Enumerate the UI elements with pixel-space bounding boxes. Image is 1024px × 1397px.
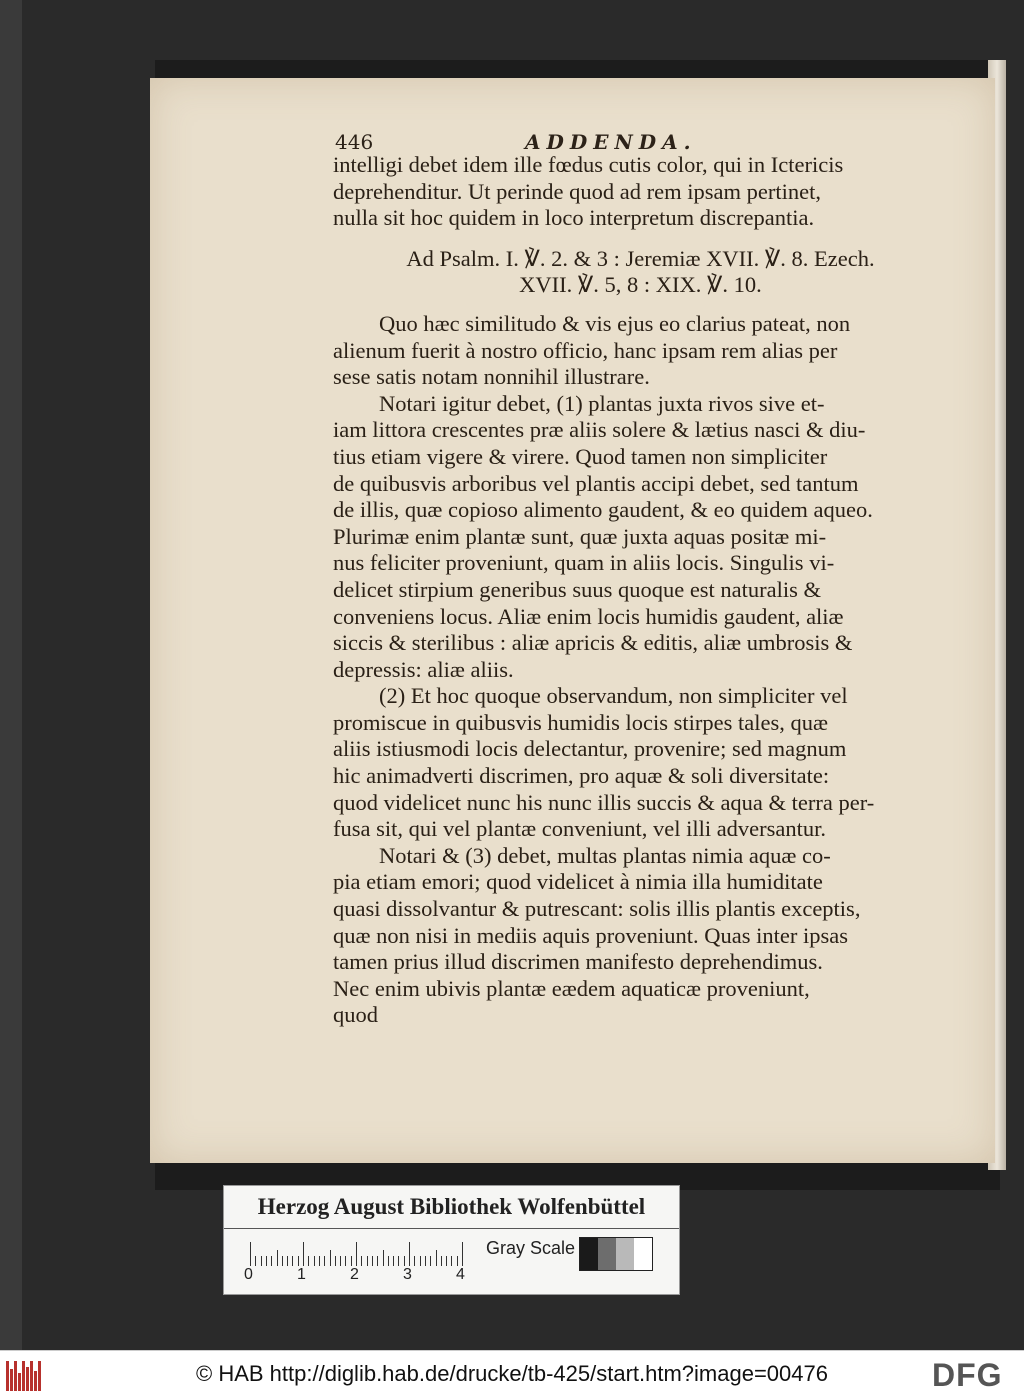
gray-swatch xyxy=(634,1238,652,1270)
text-line: depressis: aliæ aliis. xyxy=(333,656,514,682)
ruler-tick xyxy=(324,1256,325,1266)
ruler-tick xyxy=(298,1256,299,1266)
ruler-tick xyxy=(383,1250,384,1266)
text-line: de illis, quæ copioso alimento gaudent, & eo quidem aqueo. xyxy=(333,497,873,523)
ruler-number: 2 xyxy=(350,1266,359,1283)
ruler-number: 3 xyxy=(403,1266,412,1283)
paragraph-3 xyxy=(333,683,948,843)
ruler-tick xyxy=(377,1256,378,1266)
text-line: siccis & sterilibus : aliæ apricis & editis, aliæ umbrosis & xyxy=(333,630,853,656)
ruler-number: 4 xyxy=(456,1266,465,1283)
heading-line: Ad Psalm. I. ℣. 2. & 3 : Jeremiæ XVII. ℣. 8. Ezech. xyxy=(406,245,875,271)
ruler-tick xyxy=(314,1256,315,1266)
text-line: intelligi debet idem ille fœdus cutis color, qui in Ictericis xyxy=(333,152,844,177)
text-line: quasi dissolvantur & putrescant: solis illis plantis exceptis, xyxy=(333,896,861,922)
paragraph-4 xyxy=(333,843,948,1003)
ruler-tick xyxy=(255,1256,256,1266)
ruler-tick xyxy=(393,1256,394,1266)
footer-bar xyxy=(0,1350,1024,1397)
ruler-tick xyxy=(430,1256,431,1266)
ruler-tick xyxy=(361,1256,362,1266)
gray-swatch xyxy=(616,1238,634,1270)
ruler-tick xyxy=(271,1256,272,1266)
text-line: aliis istiusmodi locis delectantur, provenire; sed magnum xyxy=(333,736,847,762)
ruler-tick xyxy=(292,1256,293,1266)
gray-swatch xyxy=(598,1238,616,1270)
ruler-numbers xyxy=(244,1266,494,1286)
catchword xyxy=(333,1002,948,1029)
ruler-tick xyxy=(409,1242,410,1266)
text-line: nulla sit hoc quidem in loco interpretum discrepantia. xyxy=(333,205,815,231)
ruler-tick xyxy=(436,1250,437,1266)
section-heading xyxy=(333,246,948,299)
ruler-tick xyxy=(345,1256,346,1266)
text-line: deprehenditur. Ut perinde quod ad rem ipsam pertinet, xyxy=(333,178,821,204)
ruler-scale xyxy=(250,1238,480,1266)
text-line: sese satis notam nonnihil illustrare. xyxy=(333,364,650,390)
ruler-tick xyxy=(457,1256,458,1266)
text-line: conveniens locus. Aliæ enim locis humidis gaudent, aliæ xyxy=(333,603,844,629)
text-line: Nec enim ubivis plantæ eædem aquaticæ proveniunt, xyxy=(333,975,810,1001)
text-line: delicet stirpium generibus suus quoque est naturalis & xyxy=(333,576,822,602)
ruler-tick xyxy=(351,1256,352,1266)
text-line: tius etiam vigere & virere. Quod tamen non simpliciter xyxy=(333,443,828,469)
label-divider xyxy=(224,1228,679,1229)
ruler-tick xyxy=(404,1256,405,1266)
text-line: quod videlicet nunc his nunc illis succis & aqua & terra per- xyxy=(333,789,875,815)
footer-credit: © HAB http://diglib.hab.de/drucke/tb-425/start.htm?image=00476 xyxy=(196,1361,828,1386)
ruler-tick xyxy=(282,1256,283,1266)
ruler-tick xyxy=(446,1256,447,1266)
text-line: nus feliciter proveniunt, quam in aliis locis. Singulis vi- xyxy=(333,550,835,576)
ruler-tick xyxy=(266,1256,267,1266)
ruler-tick xyxy=(356,1242,357,1266)
ruler-tick xyxy=(414,1256,415,1266)
text-line: fusa sit, qui vel plantæ conveniunt, vel illi adversantur. xyxy=(333,816,827,842)
text-line: alienum fuerit à nostro officio, hanc ipsam rem alias per xyxy=(333,337,838,363)
text-line: pia etiam emori; quod videlicet à nimia illa humiditate xyxy=(333,869,823,895)
page-text xyxy=(333,152,948,1029)
text-line: hic animadverti discrimen, pro aquæ & soli diversitate: xyxy=(333,763,830,789)
ruler-tick xyxy=(277,1250,278,1266)
paragraph-2 xyxy=(333,391,948,684)
ruler-tick xyxy=(340,1256,341,1266)
ruler-tick xyxy=(462,1242,463,1266)
ruler-tick xyxy=(451,1256,452,1266)
gray-swatch xyxy=(580,1238,598,1270)
text-line: Quo hæc similitudo & vis ejus eo clarius pateat, non xyxy=(379,310,851,336)
ruler-tick xyxy=(367,1256,368,1266)
heading-line: XVII. ℣. 5, 8 : XIX. ℣. 10. xyxy=(519,272,762,298)
ruler-tick xyxy=(388,1256,389,1266)
library-color-card xyxy=(223,1185,680,1295)
paragraph-1 xyxy=(333,311,948,391)
ruler-tick xyxy=(308,1256,309,1266)
text-line: iam littora crescentes præ aliis solere & lætius nasci & diu- xyxy=(333,417,866,443)
text-line: Notari & (3) debet, multas plantas nimia aquæ co- xyxy=(379,842,831,868)
text-line: tamen prius illud discrimen manifesto deprehendimus. xyxy=(333,949,823,975)
text-line: Plurimæ enim plantæ sunt, quæ juxta aquas positæ mi- xyxy=(333,523,827,549)
ruler-tick xyxy=(303,1242,304,1266)
text-line: (2) Et hoc quoque observandum, non simpliciter vel xyxy=(379,683,848,709)
ruler-tick xyxy=(398,1256,399,1266)
ruler-tick xyxy=(319,1256,320,1266)
text-line: de quibusvis arboribus vel plantis accipi debet, sed tantum xyxy=(333,470,859,496)
ruler-tick xyxy=(372,1256,373,1266)
ruler-tick xyxy=(420,1256,421,1266)
ruler-tick xyxy=(330,1250,331,1266)
left-margin-strip xyxy=(0,0,22,1350)
dfg-logo: DFG xyxy=(932,1357,1003,1393)
ruler-tick xyxy=(335,1256,336,1266)
page-number: 446 xyxy=(335,130,374,154)
ruler-number: 1 xyxy=(297,1266,306,1283)
text-line: promiscue in quibusvis humidis locis stirpes tales, quæ xyxy=(333,709,828,735)
intro-paragraph xyxy=(333,152,948,232)
ruler-tick xyxy=(441,1256,442,1266)
text-line: quæ non nisi in mediis aquis proveniunt. Quas inter ipsas xyxy=(333,922,848,948)
ruler-tick xyxy=(287,1256,288,1266)
gray-scale-swatches xyxy=(579,1237,653,1271)
catchword-text: quod xyxy=(333,1002,378,1028)
ruler-tick xyxy=(250,1242,251,1266)
ruler-tick xyxy=(261,1256,262,1266)
ruler-tick xyxy=(425,1256,426,1266)
running-head: ADDENDA. xyxy=(525,130,697,154)
ruler-number: 0 xyxy=(244,1266,253,1283)
gray-scale-label: Gray Scale xyxy=(486,1238,576,1258)
text-line: Notari igitur debet, (1) plantas juxta rivos sive et- xyxy=(379,390,825,416)
library-name: Herzog August Bibliothek Wolfenbüttel xyxy=(257,1194,646,1219)
